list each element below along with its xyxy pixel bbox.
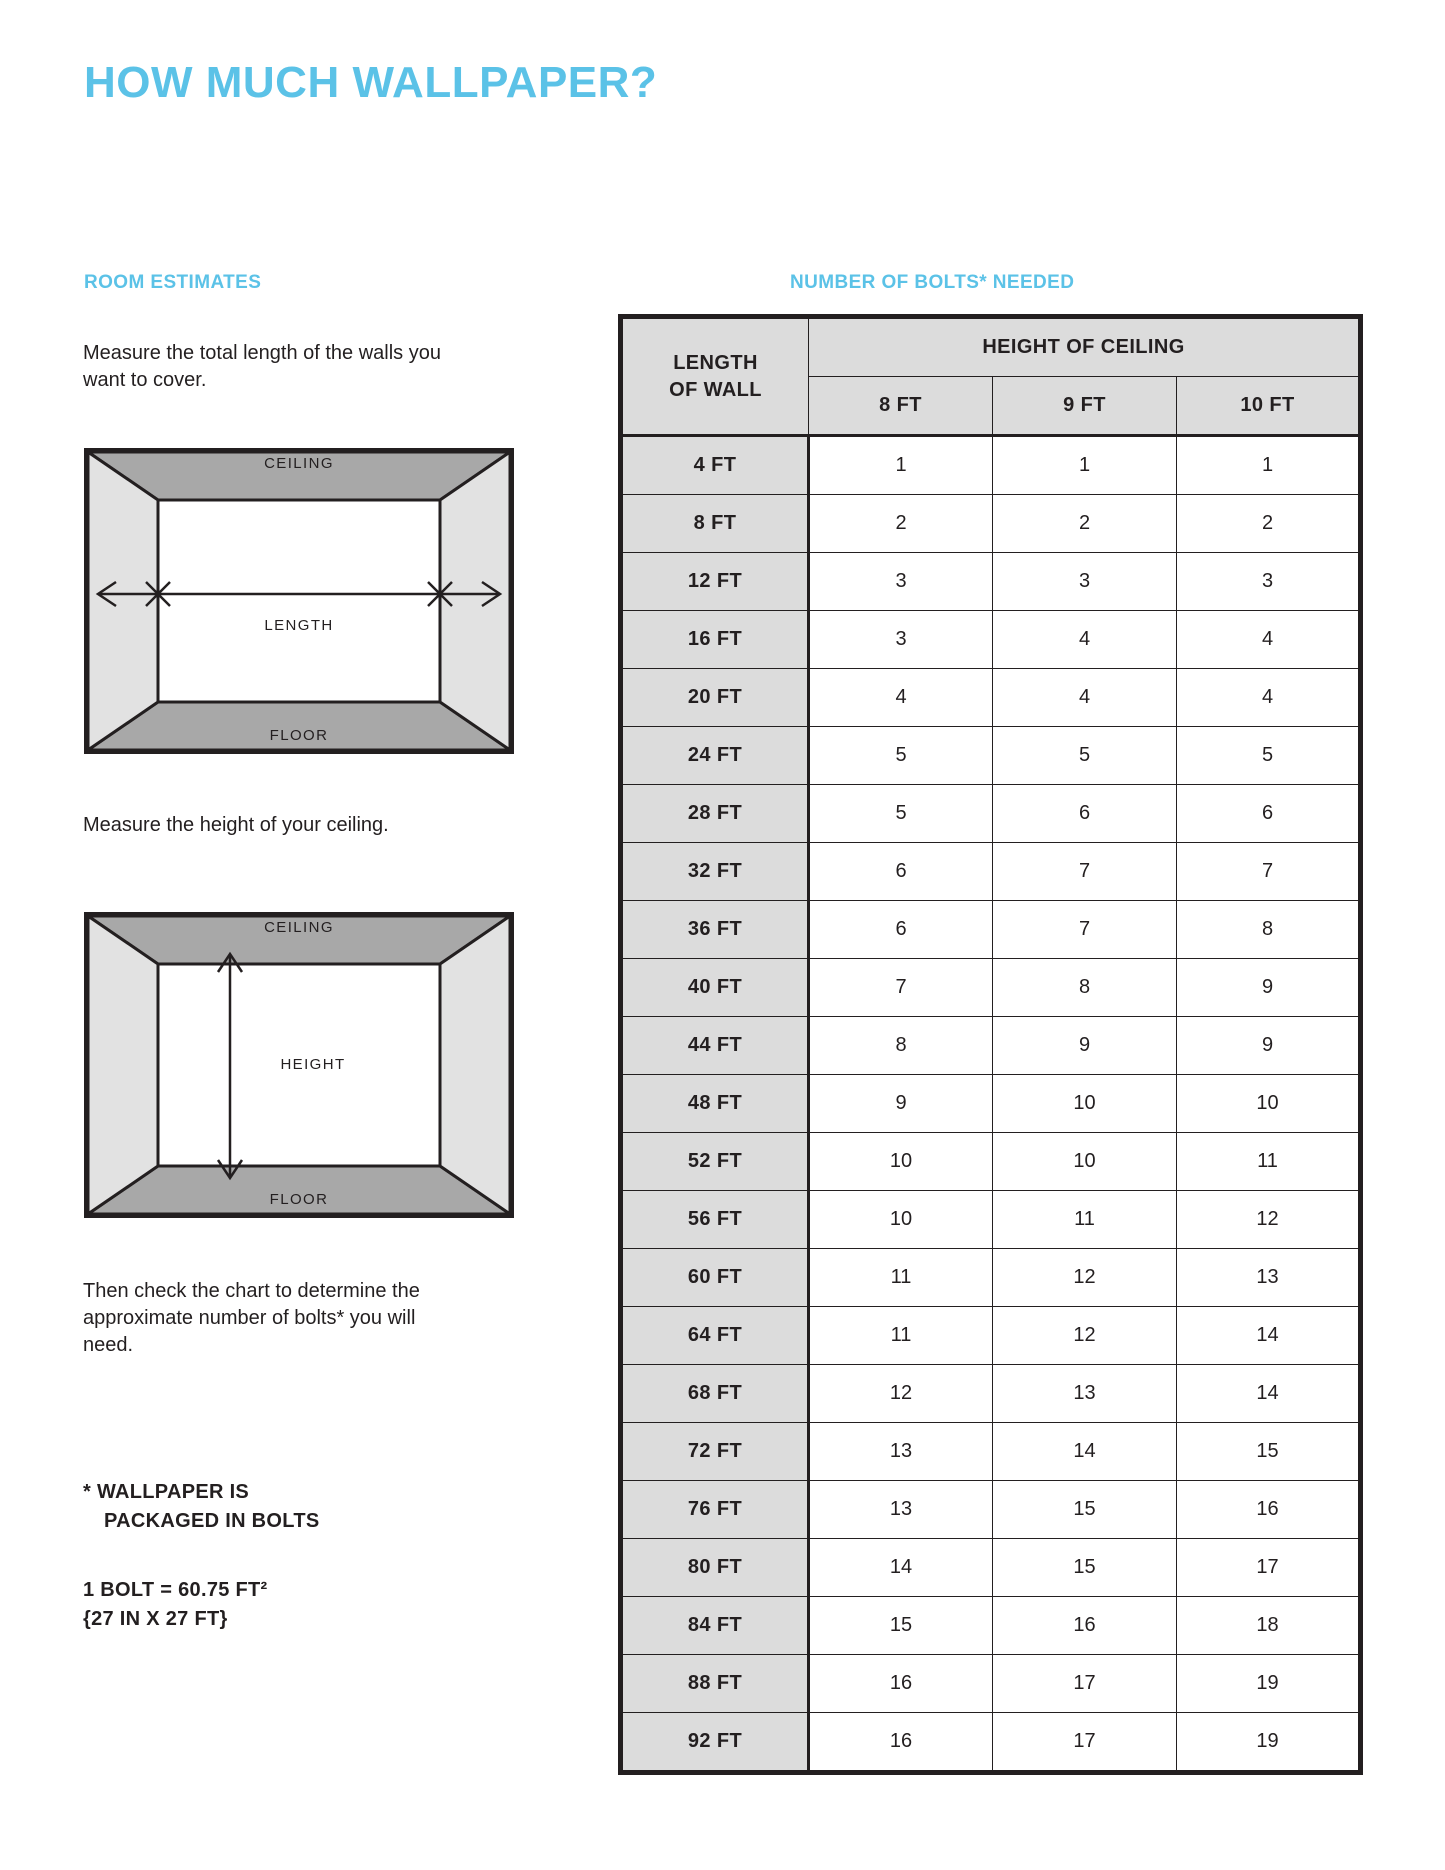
bolt-count-cell: 17	[1177, 1539, 1361, 1597]
bolt-count-cell: 14	[809, 1539, 993, 1597]
bolt-count-cell: 5	[993, 727, 1177, 785]
diagram-label-floor: FLOOR	[269, 1191, 329, 1208]
table-row	[621, 1075, 1361, 1133]
room-diagram-height	[84, 912, 514, 1218]
diagram-label-length: LENGTH	[264, 617, 334, 634]
bolts-table	[618, 314, 1363, 1775]
table-row	[621, 1423, 1361, 1481]
table-row	[621, 669, 1361, 727]
bolts-table-head	[621, 317, 1361, 436]
row-length-label: 68 FT	[621, 1365, 809, 1423]
table-row	[621, 436, 1361, 495]
table-row	[621, 495, 1361, 553]
bolt-area-line: 1 BOLT = 60.75 FT²	[83, 1579, 268, 1601]
table-row	[621, 1539, 1361, 1597]
bolt-count-cell: 12	[809, 1365, 993, 1423]
bolt-count-cell: 17	[993, 1655, 1177, 1713]
bolt-count-cell: 9	[993, 1017, 1177, 1075]
bolt-count-cell: 4	[1177, 611, 1361, 669]
bolt-count-cell: 1	[809, 436, 993, 495]
diagram-label-ceiling: CEILING	[264, 455, 334, 472]
row-length-label: 24 FT	[621, 727, 809, 785]
footnote-packaged-in-bolts	[83, 1478, 319, 1536]
instruction-check-chart: Then check the chart to determine the approximate number of bolts* you will need.	[83, 1280, 420, 1356]
bolt-count-cell: 5	[1177, 727, 1361, 785]
table-row	[621, 1307, 1361, 1365]
bolt-count-cell: 5	[809, 785, 993, 843]
row-length-label: 92 FT	[621, 1713, 809, 1773]
instruction-measure-length: Measure the total length of the walls you want to cover.	[83, 342, 441, 391]
bolt-count-cell: 2	[1177, 495, 1361, 553]
bolt-dimensions-line: {27 IN X 27 FT}	[83, 1608, 228, 1630]
row-length-label: 28 FT	[621, 785, 809, 843]
bolt-count-cell: 14	[1177, 1307, 1361, 1365]
row-length-label: 64 FT	[621, 1307, 809, 1365]
row-length-label: 16 FT	[621, 611, 809, 669]
row-length-label: 56 FT	[621, 1191, 809, 1249]
bolt-count-cell: 11	[993, 1191, 1177, 1249]
bolt-count-cell: 13	[993, 1365, 1177, 1423]
table-row	[621, 843, 1361, 901]
header-height-of-ceiling: HEIGHT OF CEILING	[809, 317, 1361, 377]
header-length-line-2: OF WALL	[669, 378, 762, 401]
row-length-label: 8 FT	[621, 495, 809, 553]
bolt-count-cell: 17	[993, 1713, 1177, 1773]
row-length-label: 88 FT	[621, 1655, 809, 1713]
bolt-count-cell: 16	[993, 1597, 1177, 1655]
table-row	[621, 1713, 1361, 1773]
table-row	[621, 1191, 1361, 1249]
bolts-table-header: NUMBER OF BOLTS* NEEDED	[790, 272, 1075, 293]
bolt-count-cell: 10	[993, 1075, 1177, 1133]
bolt-count-cell: 6	[809, 843, 993, 901]
bolt-count-cell: 14	[1177, 1365, 1361, 1423]
bolt-count-cell: 3	[993, 553, 1177, 611]
row-length-label: 20 FT	[621, 669, 809, 727]
footnote-bolt-size	[83, 1576, 268, 1634]
table-row	[621, 959, 1361, 1017]
bolt-count-cell: 9	[809, 1075, 993, 1133]
bolt-count-cell: 13	[809, 1481, 993, 1539]
bolt-count-cell: 7	[993, 843, 1177, 901]
bolt-count-cell: 4	[809, 669, 993, 727]
room-diagram-length	[84, 448, 514, 754]
bolt-count-cell: 6	[809, 901, 993, 959]
header-length-line-1: LENGTH	[673, 351, 758, 374]
row-length-label: 36 FT	[621, 901, 809, 959]
bolt-count-cell: 13	[1177, 1249, 1361, 1307]
bolt-count-cell: 5	[809, 727, 993, 785]
bolt-count-cell: 14	[993, 1423, 1177, 1481]
row-length-label: 12 FT	[621, 553, 809, 611]
row-length-label: 32 FT	[621, 843, 809, 901]
diagram-label-ceiling: CEILING	[264, 919, 334, 936]
bolt-count-cell: 10	[993, 1133, 1177, 1191]
bolt-count-cell: 9	[1177, 959, 1361, 1017]
table-row	[621, 1017, 1361, 1075]
bolt-count-cell: 2	[809, 495, 993, 553]
row-length-label: 44 FT	[621, 1017, 809, 1075]
diagram-label-height: HEIGHT	[280, 1056, 346, 1073]
row-length-label: 48 FT	[621, 1075, 809, 1133]
table-row	[621, 901, 1361, 959]
instruction-measure-height: Measure the height of your ceiling.	[83, 814, 389, 836]
bolt-count-cell: 13	[809, 1423, 993, 1481]
table-row	[621, 727, 1361, 785]
header-ceiling-8ft: 8 FT	[809, 377, 993, 436]
bolt-count-cell: 16	[809, 1655, 993, 1713]
bolt-count-cell: 10	[1177, 1075, 1361, 1133]
bolt-count-cell: 7	[809, 959, 993, 1017]
room-estimates-header: ROOM ESTIMATES	[84, 272, 262, 293]
header-ceiling-10ft: 10 FT	[1177, 377, 1361, 436]
bolts-table-wrapper	[618, 314, 1358, 1775]
bolt-count-cell: 6	[1177, 785, 1361, 843]
header-length-of-wall	[621, 317, 809, 436]
bolt-count-cell: 2	[993, 495, 1177, 553]
bolt-count-cell: 4	[993, 669, 1177, 727]
bolt-count-cell: 15	[993, 1481, 1177, 1539]
room-diagram-length-graphic	[88, 452, 510, 750]
bolts-table-body	[621, 436, 1361, 1773]
table-header-row-1	[621, 317, 1361, 377]
bolt-count-cell: 3	[1177, 553, 1361, 611]
bolt-count-cell: 3	[809, 611, 993, 669]
bolt-count-cell: 10	[809, 1191, 993, 1249]
row-length-label: 80 FT	[621, 1539, 809, 1597]
table-row	[621, 785, 1361, 843]
bolt-count-cell: 12	[1177, 1191, 1361, 1249]
bolt-count-cell: 16	[809, 1713, 993, 1773]
bolt-count-cell: 1	[1177, 436, 1361, 495]
bolt-count-cell: 12	[993, 1249, 1177, 1307]
table-row	[621, 611, 1361, 669]
bolt-count-cell: 8	[1177, 901, 1361, 959]
bolt-count-cell: 16	[1177, 1481, 1361, 1539]
bolt-count-cell: 8	[993, 959, 1177, 1017]
bolt-count-cell: 11	[809, 1307, 993, 1365]
bolt-count-cell: 1	[993, 436, 1177, 495]
diagram-label-floor: FLOOR	[269, 727, 329, 744]
table-row	[621, 1597, 1361, 1655]
bolt-count-cell: 3	[809, 553, 993, 611]
row-length-label: 52 FT	[621, 1133, 809, 1191]
table-row	[621, 1133, 1361, 1191]
bolt-count-cell: 7	[1177, 843, 1361, 901]
bolt-count-cell: 18	[1177, 1597, 1361, 1655]
bolt-count-cell: 6	[993, 785, 1177, 843]
bolt-count-cell: 10	[809, 1133, 993, 1191]
bolt-count-cell: 4	[1177, 669, 1361, 727]
row-length-label: 60 FT	[621, 1249, 809, 1307]
footnote-line-1: * WALLPAPER IS	[83, 1481, 250, 1503]
header-ceiling-9ft: 9 FT	[993, 377, 1177, 436]
bolt-count-cell: 11	[809, 1249, 993, 1307]
page-title: HOW MUCH WALLPAPER?	[84, 58, 658, 107]
bolt-count-cell: 15	[809, 1597, 993, 1655]
bolt-count-cell: 12	[993, 1307, 1177, 1365]
bolt-count-cell: 19	[1177, 1655, 1361, 1713]
footnote-line-2: PACKAGED IN BOLTS	[104, 1510, 320, 1532]
table-row	[621, 1481, 1361, 1539]
row-length-label: 84 FT	[621, 1597, 809, 1655]
table-row	[621, 1655, 1361, 1713]
bolt-count-cell: 11	[1177, 1133, 1361, 1191]
table-row	[621, 1365, 1361, 1423]
bolt-count-cell: 9	[1177, 1017, 1361, 1075]
bolt-count-cell: 7	[993, 901, 1177, 959]
table-row	[621, 1249, 1361, 1307]
row-length-label: 76 FT	[621, 1481, 809, 1539]
row-length-label: 4 FT	[621, 436, 809, 495]
table-row	[621, 553, 1361, 611]
bolt-count-cell: 15	[993, 1539, 1177, 1597]
row-length-label: 40 FT	[621, 959, 809, 1017]
bolt-count-cell: 15	[1177, 1423, 1361, 1481]
bolt-count-cell: 4	[993, 611, 1177, 669]
bolt-count-cell: 8	[809, 1017, 993, 1075]
bolt-count-cell: 19	[1177, 1713, 1361, 1773]
row-length-label: 72 FT	[621, 1423, 809, 1481]
